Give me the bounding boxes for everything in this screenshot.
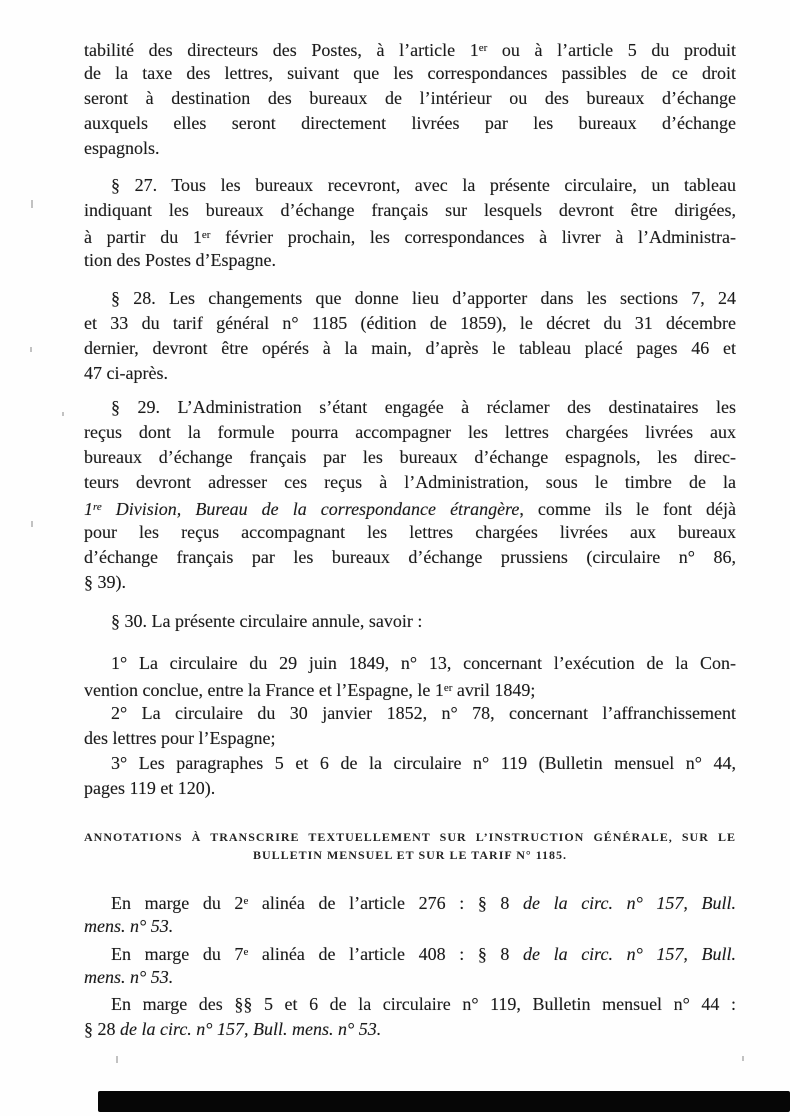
para-continuation — [84, 36, 736, 161]
text-segment: tion des Postes d’Espagne. — [84, 250, 276, 270]
scan-speck — [62, 412, 64, 416]
text-segment: 3° Les paragraphes 5 et 6 de la circulaire n° 119 (Bulletin mensuel n° 44, — [111, 753, 736, 773]
text-segment: espagnols. — [84, 138, 160, 158]
text-line — [84, 701, 736, 726]
text-segment: § 28. Les changements que donne lieu d’apporter dans les sections 7, 24 — [111, 288, 736, 308]
annotations-heading — [84, 828, 736, 864]
text-segment: indiquant les bureaux d’échange français sur lesquels devront être dirigées, — [84, 200, 736, 220]
text-line — [84, 198, 736, 223]
text-line — [84, 889, 736, 914]
text-segment: vention conclue, entre la France et l’Espagne, le 1 — [84, 680, 444, 700]
text-line — [84, 223, 736, 248]
scan-edge-artifact — [98, 1091, 790, 1112]
text-segment: et 33 du tarif général n° 1185 (édition de 1859), le décret du 31 décembre — [84, 313, 736, 333]
text-line — [84, 520, 736, 545]
para-item-1 — [84, 651, 736, 701]
text-line — [84, 470, 736, 495]
text-segment: § 27. Tous les bureaux recevront, avec la présente circulaire, un tableau — [111, 175, 736, 195]
text-line — [84, 545, 736, 570]
text-segment: 1 — [84, 499, 93, 519]
text-line — [84, 36, 736, 61]
scan-speck — [31, 200, 33, 208]
text-segment: Division, Bureau de la correspondance étrangère — [101, 499, 520, 519]
text-segment: février prochain, les correspondances à livrer à l’Administra- — [210, 227, 736, 247]
text-line — [84, 361, 736, 386]
para-marge-3 — [84, 992, 736, 1042]
scan-speck — [742, 1056, 744, 1061]
text-segment: En marge du 2 — [111, 893, 244, 913]
para-marge-1 — [84, 889, 736, 939]
text-line — [84, 286, 736, 311]
para-s27 — [84, 173, 736, 273]
text-line — [84, 445, 736, 470]
text-segment: En marge des §§ 5 et 6 de la circulaire n° 119, Bulletin mensuel n° 44 : — [111, 994, 736, 1014]
text-line — [84, 776, 736, 801]
text-line — [84, 136, 736, 161]
text-segment: auxquels elles seront directement livrées par les bureaux d’échange — [84, 113, 736, 133]
text-segment: alinéa de l’article 408 : § 8 — [248, 944, 524, 964]
text-segment: 47 ci-après. — [84, 363, 168, 383]
text-segment: avril 1849; — [452, 680, 536, 700]
text-segment: de la circ. n° 157, Bull. mens. n° 53. — [120, 1019, 382, 1039]
text-line — [84, 609, 736, 634]
text-line — [84, 86, 736, 111]
text-segment: d’échange français par les bureaux d’échange prussiens (circulaire n° 86, — [84, 547, 736, 567]
text-segment: de la circ. n° 157, Bull. — [523, 893, 736, 913]
text-segment: § 30. La présente circulaire annule, savoir : — [111, 611, 423, 631]
text-segment: reçus dont la formule pourra accompagner les lettres chargées livrées aux — [84, 422, 736, 442]
para-item-3 — [84, 751, 736, 801]
text-segment: er — [201, 229, 211, 241]
text-segment: teurs devront adresser ces reçus à l’Administration, sous le timbre de la — [84, 472, 736, 492]
text-segment: ou à l’article 5 du produit — [487, 40, 736, 60]
page-text — [84, 0, 736, 1042]
text-line — [84, 676, 736, 701]
text-line — [84, 395, 736, 420]
text-line — [84, 726, 736, 751]
text-segment: ANNOTATIONS À TRANSCRIRE TEXTUELLEMENT SUR L’INSTRUCTION GÉNÉRALE, SUR LE — [84, 830, 736, 844]
text-line — [84, 914, 736, 939]
para-s29 — [84, 395, 736, 595]
text-segment: En marge du 7 — [111, 944, 244, 964]
text-segment: alinéa de l’article 276 : § 8 — [248, 893, 524, 913]
text-segment: de la circ. n° 157, Bull. — [523, 944, 736, 964]
text-line — [84, 248, 736, 273]
text-segment: mens. n° 53. — [84, 916, 174, 936]
text-segment: , comme ils le font déjà — [519, 499, 736, 519]
text-line — [84, 965, 736, 990]
para-item-2 — [84, 701, 736, 751]
text-segment: des lettres pour l’Espagne; — [84, 728, 276, 748]
text-segment: dernier, devront être opérés à la main, d’après le tableau placé pages 46 et — [84, 338, 736, 358]
text-line — [84, 1017, 736, 1042]
text-line — [84, 828, 736, 846]
text-line — [84, 495, 736, 520]
text-segment: à partir du 1 — [84, 227, 202, 247]
para-s28 — [84, 286, 736, 386]
text-line — [84, 940, 736, 965]
text-segment: bureaux d’échange français par les bureaux d’échange espagnols, les direc- — [84, 447, 736, 467]
text-segment: mens. n° 53. — [84, 967, 174, 987]
text-segment: re — [93, 501, 102, 513]
text-segment: seront à destination des bureaux de l’intérieur ou des bureaux d’échange — [84, 88, 736, 108]
text-line — [84, 336, 736, 361]
text-segment: 2° La circulaire du 30 janvier 1852, n° 78, concernant l’affranchissement — [111, 703, 736, 723]
text-segment: BULLETIN MENSUEL ET SUR LE TARIF N° 1185. — [252, 848, 568, 862]
text-line — [84, 651, 736, 676]
text-segment: pages 119 et 120). — [84, 778, 216, 798]
scan-speck — [116, 1056, 118, 1063]
text-line — [84, 311, 736, 336]
scan-speck — [31, 521, 33, 527]
text-segment: tabilité des directeurs des Postes, à l’article 1 — [84, 40, 479, 60]
text-line — [84, 751, 736, 776]
text-line — [84, 846, 736, 864]
text-segment: § 29. L’Administration s’étant engagée à réclamer des destinataires les — [111, 397, 736, 417]
text-segment: § 28 — [84, 1019, 120, 1039]
text-segment: pour les reçus accompagnant les lettres chargées livrées aux bureaux — [84, 522, 736, 542]
text-line — [84, 992, 736, 1017]
text-segment: e — [243, 895, 249, 907]
text-line — [84, 111, 736, 136]
text-line — [84, 570, 736, 595]
para-s30 — [84, 609, 736, 634]
text-segment: 1° La circulaire du 29 juin 1849, n° 13, concernant l’exécution de la Con- — [111, 653, 736, 673]
text-line — [84, 61, 736, 86]
text-line — [84, 420, 736, 445]
text-segment: de la taxe des lettres, suivant que les correspondances passibles de ce droit — [84, 63, 736, 83]
text-line — [84, 173, 736, 198]
text-segment: § 39). — [84, 572, 126, 592]
scan-speck — [30, 347, 32, 352]
text-segment: e — [243, 946, 249, 958]
text-segment: er — [478, 42, 488, 54]
text-segment: er — [443, 682, 453, 694]
para-marge-2 — [84, 940, 736, 990]
